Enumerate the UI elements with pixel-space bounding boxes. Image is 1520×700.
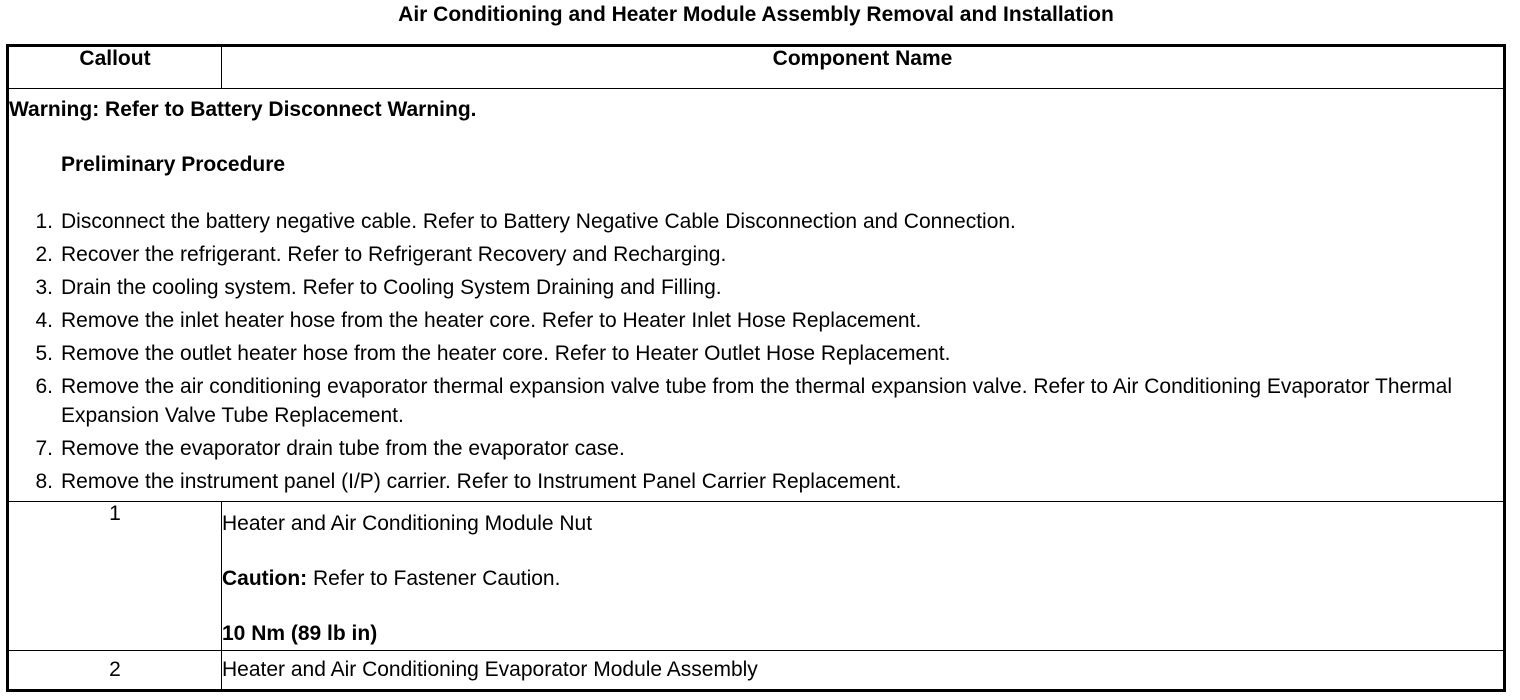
callout-number: 2 — [8, 651, 222, 691]
caution-text: Refer to Fastener Caution. — [307, 567, 561, 590]
step-number: 8. — [35, 470, 53, 493]
step-text: Disconnect the battery negative cable. Refer to Battery Negative Cable Disconnection and Connection. — [61, 210, 1016, 233]
step-item — [9, 467, 1503, 496]
step-item — [9, 273, 1503, 302]
component-cell — [222, 502, 1505, 651]
step-item — [9, 434, 1503, 463]
step-text: Remove the air conditioning evaporator thermal expansion valve tube from the thermal expansion valve. Refer to Air Conditioning Evaporator Thermal Expansion Valve Tube Replacement. — [61, 375, 1453, 427]
step-number: 2. — [35, 243, 53, 266]
step-number: 5. — [35, 342, 53, 365]
table-row — [8, 502, 1505, 651]
step-text: Recover the refrigerant. Refer to Refrigerant Recovery and Recharging. — [61, 243, 727, 266]
component-name: Heater and Air Conditioning Evaporator Module Assembly — [222, 651, 1505, 691]
step-item — [9, 207, 1503, 236]
caution-label: Caution: — [222, 567, 308, 590]
component-name: Heater and Air Conditioning Module Nut — [222, 512, 593, 535]
step-text: Remove the outlet heater hose from the heater core. Refer to Heater Outlet Hose Replacement. — [61, 342, 951, 365]
step-item — [9, 339, 1503, 368]
torque-spec: 10 Nm (89 lb in) — [222, 622, 378, 645]
callout-column-header: Callout — [8, 46, 222, 89]
preliminary-procedure-heading: Preliminary Procedure — [61, 153, 286, 176]
step-text: Drain the cooling system. Refer to Cooling System Draining and Filling. — [61, 276, 722, 299]
callout-number: 1 — [8, 502, 222, 651]
step-text: Remove the instrument panel (I/P) carrier. Refer to Instrument Panel Carrier Replacement. — [61, 470, 902, 493]
table-header-row — [8, 46, 1505, 89]
step-number: 6. — [35, 375, 53, 398]
preliminary-steps-list — [9, 207, 1503, 496]
preliminary-procedure-row — [8, 89, 1505, 502]
step-number: 1. — [35, 210, 53, 233]
step-number: 7. — [35, 437, 53, 460]
battery-warning: Warning: Refer to Battery Disconnect Warning. — [9, 98, 477, 121]
fastener-caution — [222, 567, 1503, 591]
table-row — [8, 651, 1505, 691]
step-text: Remove the inlet heater hose from the heater core. Refer to Heater Inlet Hose Replacement. — [61, 309, 922, 332]
page-title: Air Conditioning and Heater Module Assembly Removal and Installation — [398, 3, 1114, 26]
step-number: 3. — [35, 276, 53, 299]
step-number: 4. — [35, 309, 53, 332]
step-item — [9, 306, 1503, 335]
step-item — [9, 372, 1503, 430]
component-name-column-header: Component Name — [222, 46, 1505, 89]
preliminary-procedure-cell — [8, 89, 1505, 502]
step-text: Remove the evaporator drain tube from the evaporator case. — [61, 437, 625, 460]
step-item — [9, 240, 1503, 269]
procedure-table — [6, 44, 1506, 692]
